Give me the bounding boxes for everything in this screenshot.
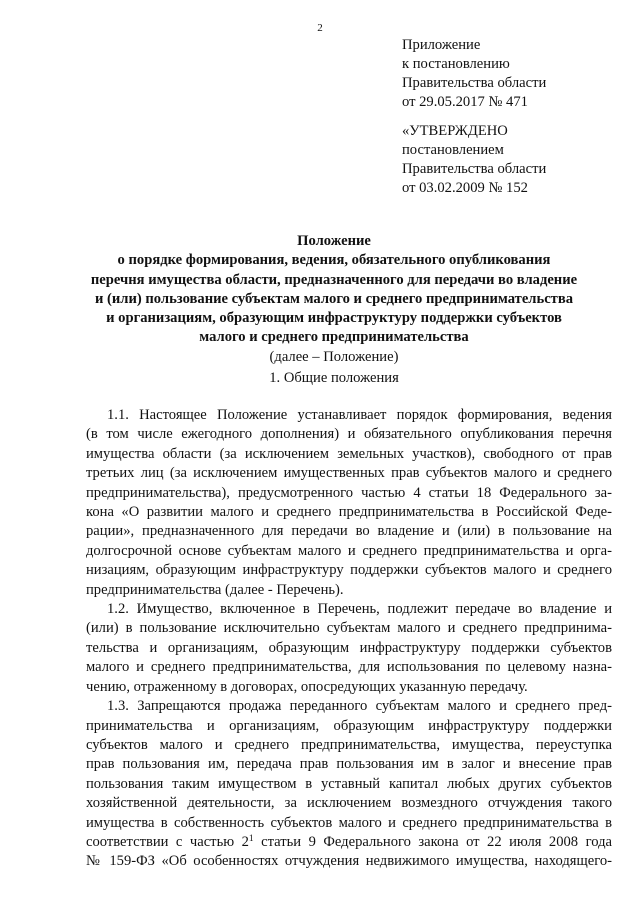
paragraph-line: третьих лиц (за исключением имущественных прав субъектов малого и среднего <box>86 465 612 482</box>
paragraph-line: имущества в собственность субъектов малого и среднего предпринимательства в <box>86 814 612 831</box>
approved-line: от 03.02.2009 № 152 <box>402 180 528 196</box>
approved-line: Правительства области <box>402 161 547 177</box>
attachment-block <box>402 36 546 112</box>
paragraph-1-1 <box>86 406 612 600</box>
approved-line: постановлением <box>402 142 504 158</box>
title-line: перечня имущества области, предназначенного для передачи во владение <box>90 271 578 288</box>
title-heading: Положение <box>297 233 371 249</box>
paragraph-line: чению, отраженному в договорах, опосредующих указанную передачу. <box>86 678 528 695</box>
paragraph-line: малого и среднего предпринимательства, для использования по целевому назна- <box>86 659 612 676</box>
section-heading: 1. Общие положения <box>269 370 399 386</box>
paragraph-line: 1.2. Имущество, включенное в Перечень, подлежит передаче во владение и <box>107 601 612 618</box>
title-line: и (или) пользование субъектам малого и среднего предпринимательства <box>94 290 574 307</box>
page-number: 2 <box>317 22 323 34</box>
paragraph-1-2 <box>86 600 612 697</box>
title-line: малого и среднего предпринимательства <box>199 329 469 346</box>
paragraph-line: кона «О развитии малого и среднего предпринимательства в Российской Феде- <box>86 504 612 521</box>
attachment-line: Правительства области <box>402 75 547 91</box>
paragraph-line: хозяйственной деятельности, за исключением возмездного отчуждения такого <box>86 795 612 812</box>
approved-block <box>402 122 546 198</box>
reference-text-before: соответствии с частью 2 <box>86 833 249 850</box>
paragraph-line-with-reference <box>86 833 612 852</box>
paragraph-line: прав пользования им, передача прав пользования им в залог и внесение прав <box>86 756 612 773</box>
reference-superscript: 1 <box>248 833 254 844</box>
paragraph-line: пользования таким имуществом в уставный капитал любых других субъектов <box>86 775 612 792</box>
title-note: (далее – Положение) <box>269 348 399 365</box>
attachment-line: Приложение <box>402 37 481 53</box>
approved-line: «УТВЕРЖДЕНО <box>402 123 508 139</box>
body-text <box>86 406 612 872</box>
paragraph-line: 1.1. Настоящее Положение устанавливает порядок формирования, ведения <box>107 407 612 423</box>
title-line: и организациям, образующим инфраструктуру поддержки субъектов <box>106 310 562 327</box>
paragraph-line: рации», предназначенного для передачи во владение и (или) в пользование на <box>86 523 612 540</box>
paragraph-line: (в том числе ежегодного дополнения) и обязательного опубликования перечня <box>86 426 612 443</box>
paragraph-line: долгосрочной основе субъектам малого и среднего предпринимательства и орга- <box>86 542 612 559</box>
paragraph-line: имущества области (за исключением земельных участков), свободного от прав <box>86 445 612 462</box>
paragraph-1-3 <box>86 697 612 872</box>
document-title <box>86 232 582 367</box>
paragraph-line: низациям, образующим инфраструктуру поддержки субъектов малого и среднего <box>86 562 612 579</box>
paragraph-line: 1.3. Запрещаются продажа переданного субъектам малого и среднего пред- <box>107 698 612 715</box>
paragraph-line: предпринимательства (далее - Перечень). <box>86 581 344 598</box>
attachment-line: к постановлению <box>402 56 510 72</box>
paragraph-line: № 159-ФЗ «Об особенностях отчуждения недвижимого имущества, находящего- <box>86 853 612 870</box>
title-line: о порядке формирования, ведения, обязательного опубликования <box>117 252 551 269</box>
paragraph-line: предпринимательства), предусмотренного частью 4 статьи 18 Федерального за- <box>86 484 612 501</box>
attachment-line: от 29.05.2017 № 471 <box>402 94 528 110</box>
paragraph-line: (или) в пользование исключительно субъектам малого и среднего предпринима- <box>86 620 612 637</box>
paragraph-line: субъектов малого и среднего предпринимательства, имущества, переуступка <box>86 736 612 753</box>
reference-text-after: статьи 9 Федерального закона от 22 июля 2008 года <box>253 833 612 850</box>
paragraph-line: принимательства и организациям, образующим инфраструктуру поддержки <box>86 717 612 734</box>
paragraph-line: тельства и организациям, образующим инфраструктуру поддержки субъектов <box>86 639 612 656</box>
